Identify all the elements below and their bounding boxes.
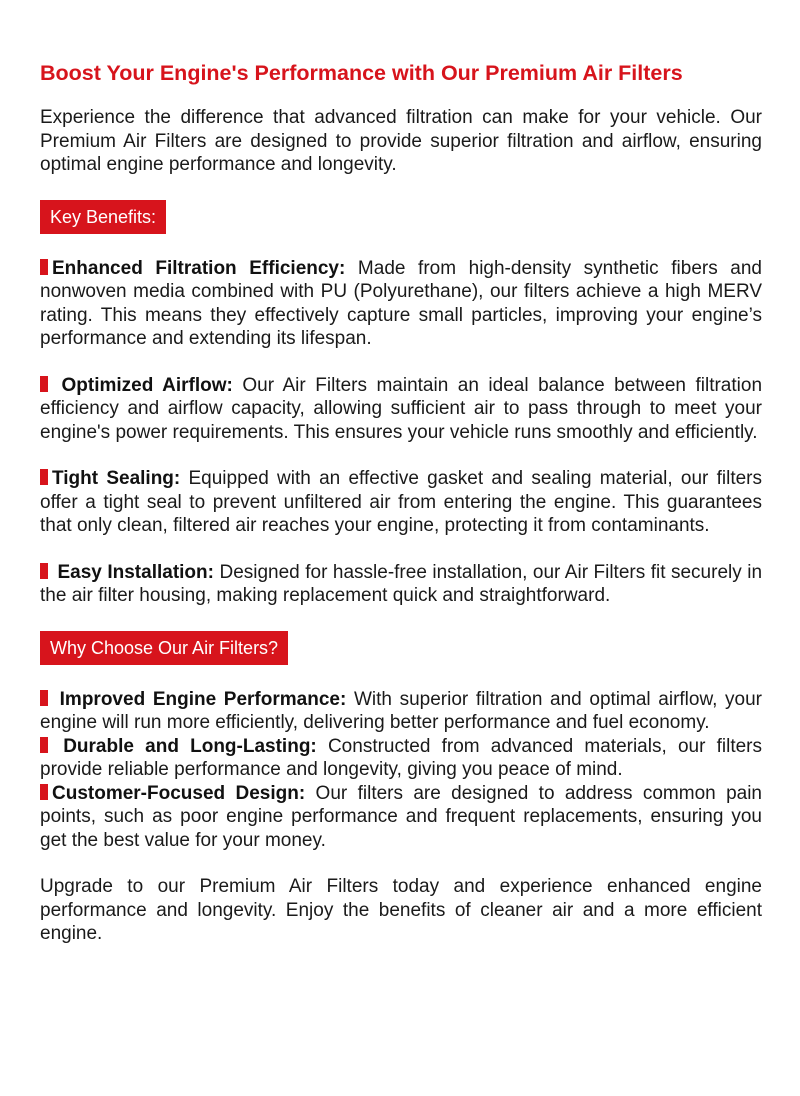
- bullet-marker-icon: [40, 690, 48, 706]
- benefit-item: [40, 257, 762, 351]
- benefit-item: [40, 561, 762, 608]
- why-choose-heading: Why Choose Our Air Filters?: [40, 631, 288, 665]
- document-page: [40, 58, 762, 946]
- benefit-item: [40, 374, 762, 445]
- bullet-marker-icon: [40, 469, 48, 485]
- benefit-text: Made from high-density synthetic fibers and nonwoven media combined with PU (Polyurethane), our filters achieve a high MERV rating. This means they effectively capture small particles, improving your engine’s performance and extending its lifespan.: [40, 257, 762, 349]
- page-title: Boost Your Engine's Performance with Our Premium Air Filters: [40, 61, 683, 85]
- bullet-marker-icon: [40, 376, 48, 392]
- benefit-label: Tight Sealing:: [52, 468, 181, 489]
- reason-label: Durable and Long-Lasting:: [63, 735, 317, 757]
- reason-text: Constructed from advanced materials, our filters provide reliable performance and longevity, giving you peace of mind.: [40, 735, 763, 780]
- reason-text: Our filters are designed to address common pain points, such as poor engine performance and frequent replacements, ensuring you get the best value for your money.: [40, 782, 762, 851]
- intro-paragraph: Experience the difference that advanced filtration can make for your vehicle. Our Premium Air Filters are designed to provide superior filtration and airflow, ensuring optimal engine performance and longevity.: [40, 107, 762, 175]
- benefit-label: Enhanced Filtration Efficiency:: [52, 257, 346, 279]
- closing-paragraph: Upgrade to our Premium Air Filters today and experience enhanced engine performance and longevity. Enjoy the benefits of cleaner air and a more efficient engine.: [40, 876, 762, 944]
- benefit-text: Equipped with an effective gasket and sealing material, our filters offer a tight seal to prevent unfiltered air from entering the engine. This guarantees that only clean, filtered air reaches your engine, protecting it from contaminants.: [40, 468, 763, 536]
- reason-item: [40, 782, 762, 853]
- bullet-marker-icon: [40, 737, 48, 753]
- benefit-label: Easy Installation:: [57, 561, 214, 583]
- reason-label: Improved Engine Performance:: [59, 688, 347, 710]
- benefit-text: Our Air Filters maintain an ideal balance between filtration efficiency and airflow capacity, allowing sufficient air to pass through to meet your engine's power requirements. This ensures your vehicle runs smoothly and efficiently.: [40, 374, 763, 443]
- reason-text: With superior filtration and optimal airflow, your engine will run more efficiently, delivering better performance and fuel economy.: [40, 688, 763, 733]
- bullet-marker-icon: [40, 563, 48, 579]
- key-benefits-heading: Key Benefits:: [40, 200, 166, 234]
- reason-item: [40, 688, 762, 735]
- bullet-marker-icon: [40, 784, 48, 800]
- benefit-item: [40, 467, 762, 538]
- benefit-label: Optimized Airflow:: [61, 374, 233, 396]
- bullet-marker-icon: [40, 259, 48, 275]
- reason-label: Customer-Focused Design:: [52, 782, 306, 804]
- reason-item: [40, 735, 762, 782]
- benefit-text: Designed for hassle-free installation, our Air Filters fit securely in the air filter housing, making replacement quick and straightforward.: [40, 561, 763, 606]
